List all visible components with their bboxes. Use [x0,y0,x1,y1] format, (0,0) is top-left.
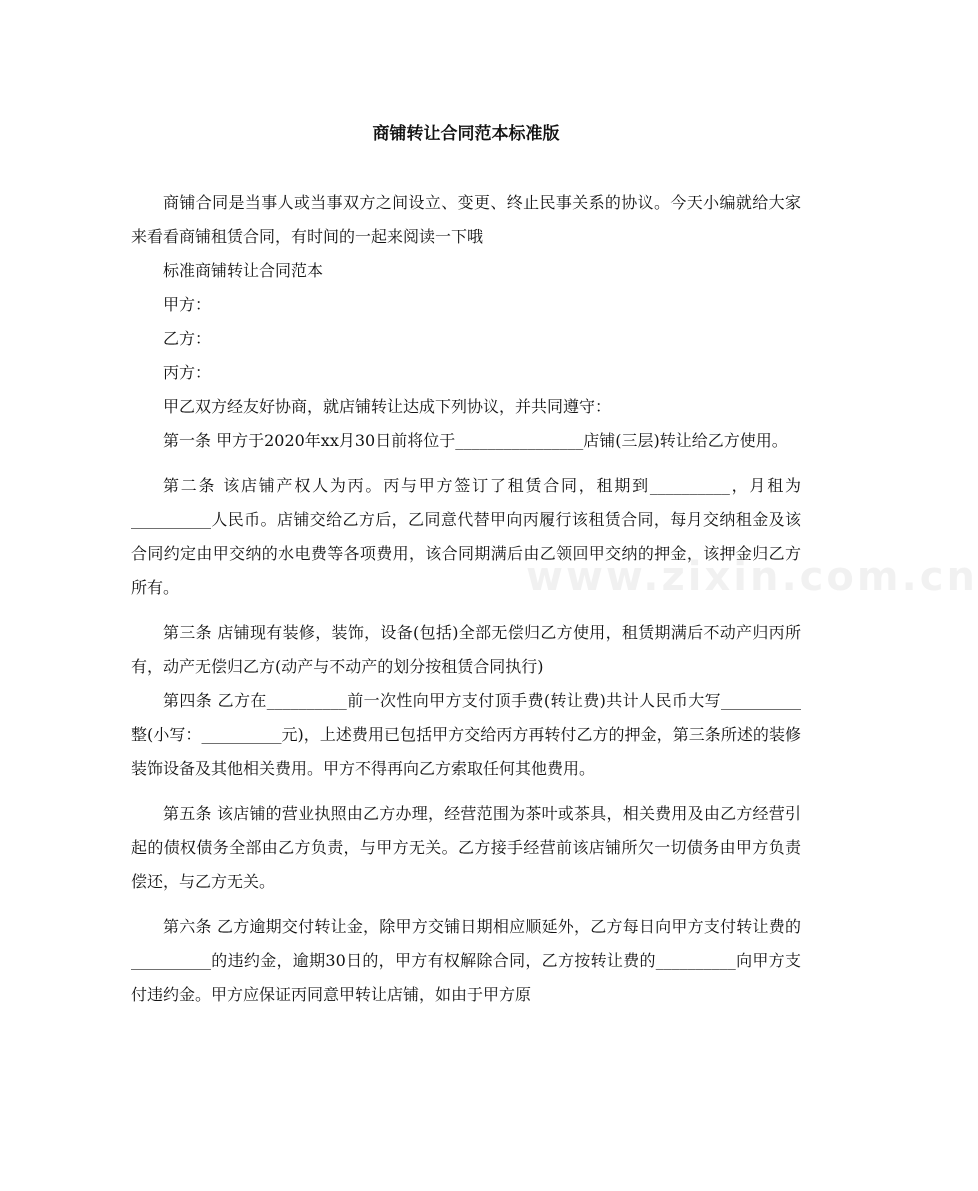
article-2: 第二条 该店铺产权人为丙。丙与甲方签订了租赁合同，租期到__________，月租为__________人民币。店铺交给乙方后，乙同意代替甲向丙履行该租赁合同，每月交纳租金及该合同约定由甲交纳的水电费等各项费用，该合同期满后由乙领回甲交纳的押金，该押金归乙方所有。 [131,476,801,597]
article-6: 第六条 乙方逾期交付转让金，除甲方交铺日期相应顺延外，乙方每日向甲方支付转让费的__________的违约金，逾期30日的，甲方有权解除合同，乙方按转让费的__________向甲方支付违约金。甲方应保证丙同意甲转让店铺，如由于甲方原 [131,917,801,1004]
party-b-line: 乙方： [163,329,212,348]
article-3: 第三条 店铺现有装修，装饰，设备(包括)全部无偿归乙方使用，租赁期满后不动产归丙所有，动产无偿归乙方(动产与不动产的划分按租赁合同执行) [131,623,801,676]
watermark: www.zixin.com.cn [526,554,978,600]
agreement-preamble: 甲乙双方经友好协商，就店铺转让达成下列协议，并共同遵守： [163,397,612,416]
article-4: 第四条 乙方在__________前一次性向甲方支付顶手费(转让费)共计人民币大写__________整(小写：__________元)，上述费用已包括甲方交给丙方再转付乙方的押金，第三条所述的装修装饰设备及其他相关费用。甲方不得再向乙方索取任何其他费用。 [131,691,801,778]
article-5: 第五条 该店铺的营业执照由乙方办理，经营范围为茶叶或茶具，相关费用及由乙方经营引起的债权债务全部由乙方负责，与甲方无关。乙方接手经营前该店铺所欠一切债务由甲方负责偿还，与乙方无关。 [131,804,801,891]
document-title: 商铺转让合同范本标准版 [372,124,560,144]
party-c-line: 丙方： [163,363,212,382]
intro-paragraph: 商铺合同是当事人或当事双方之间设立、变更、终止民事关系的协议。今天小编就给大家来看看商铺租赁合同，有时间的一起来阅读一下哦 [131,193,801,246]
subtitle-paragraph: 标准商铺转让合同范本 [163,261,324,280]
article-1: 第一条 甲方于2020年xx月30日前将位于________________店铺(三层)转让给乙方使用。 [163,431,788,450]
party-a-line: 甲方： [163,295,212,314]
document-page [131,0,978,1191]
